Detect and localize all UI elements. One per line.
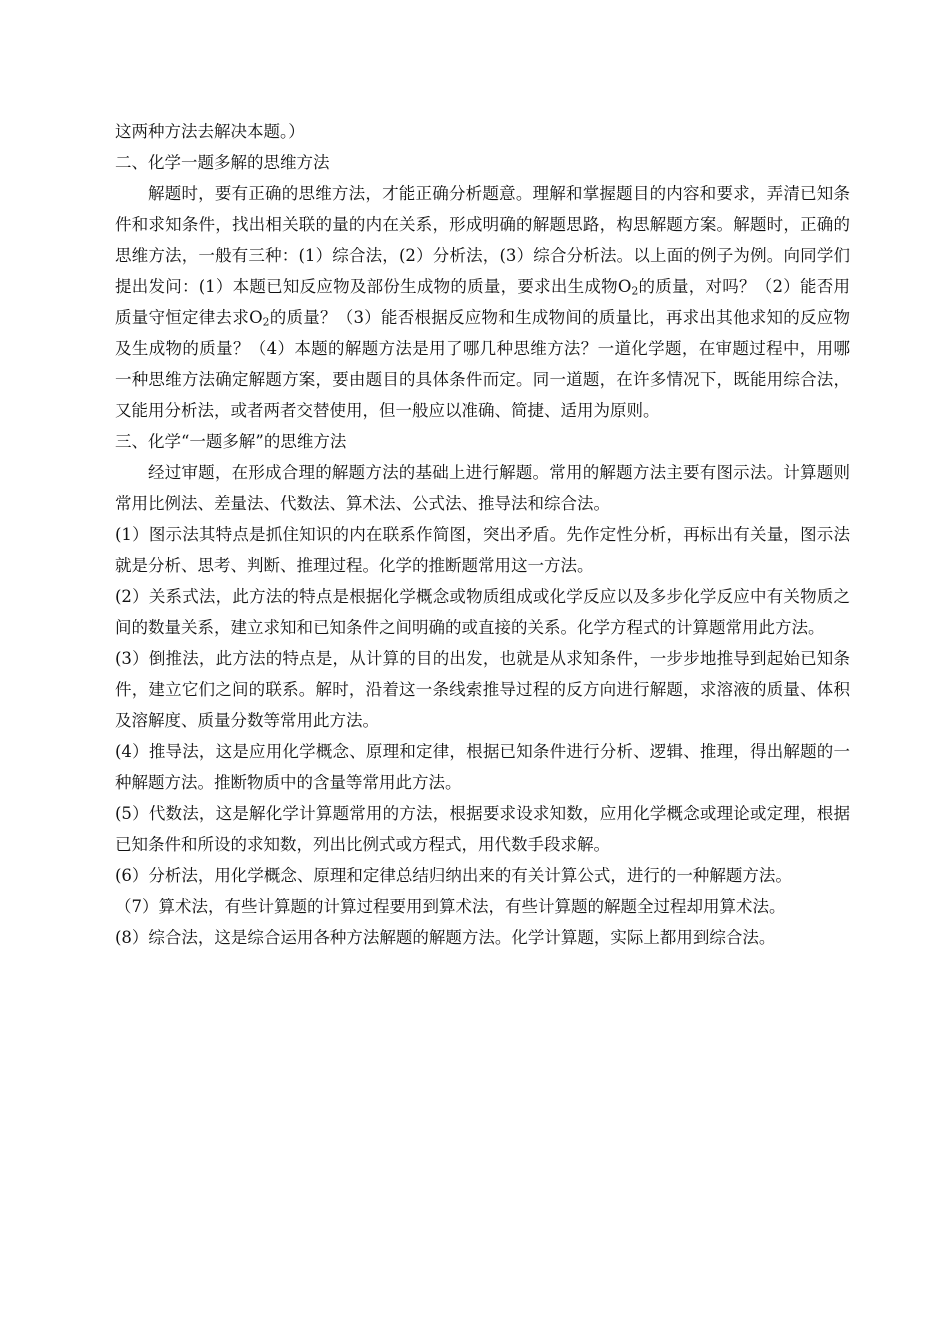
oxygen-subscript: 2 [262,315,270,329]
section-2-paragraph [115,178,850,426]
oxygen-symbol: O [249,308,263,327]
section-2-heading: 二、化学一题多解的思维方法 [115,153,330,172]
paragraph-text: 的质量？（3）能否根据反应物和生成物间的质量比，再求出其他求知的反应物及生成物的质量？（4）本题的解题方法是用了哪几种思维方法？一道化学题，在审题过程中，用哪一种思维方法确定解题方案，要由题目的具体条件而定。同一道题，在许多情况下，既能用综合法，又能用分析法，或者两者交替使用，但一般应以准确、简捷、适用为原则。 [115,308,851,420]
method-item-1: (1）图示法其特点是抓住知识的内在联系作简图，突出矛盾。先作定性分析，再标出有关量，图示法就是分析、思考、判断、推理过程。化学的推断题常用这一方法。 [115,525,850,575]
method-item-8: (8）综合法，这是综合运用各种方法解题的解题方法。化学计算题，实际上都用到综合法。 [115,928,776,947]
paragraph-text: 的质量，对吗？（2）能否用质量守恒定律去求 [115,277,850,327]
intro-line: 这两种方法去解决本题。） [115,122,305,141]
document-page [115,116,850,953]
method-item-5: (5）代数法，这是解化学计算题常用的方法，根据要求设求知数，应用化学概念或理论或定理，根据已知条件和所设的求知数，列出比例式或方程式，用代数手段求解。 [115,804,850,854]
method-item-6: (6）分析法，用化学概念、原理和定律总结归纳出来的有关计算公式，进行的一种解题方法。 [115,866,792,885]
method-item-2: (2）关系式法，此方法的特点是根据化学概念或物质组成或化学反应以及多步化学反应中有关物质之间的数量关系，建立求知和已知条件之间明确的或直接的关系。化学方程式的计算题常用此方法。 [115,587,850,637]
method-item-3: (3）倒推法，此方法的特点是，从计算的目的出发，也就是从求知条件，一步步地推导到起始已知条件，建立它们之间的联系。解时，沿着这一条线索推导过程的反方向进行解题，求溶液的质量、体积及溶解度、质量分数等常用此方法。 [115,649,850,730]
method-item-7: （7）算术法，有些计算题的计算过程要用到算术法，有些计算题的解题全过程却用算术法。 [115,897,786,916]
paragraph-text: 解题时，要有正确的思维方法，才能正确分析题意。理解和掌握题目的内容和要求，弄清已知条件和求知条件，找出相关联的量的内在关系，形成明确的解题思路，构思解题方案。解题时，正确的思维方法，一般有三种：(1）综合法，(2）分析法，(3）综合分析法。以上面的例子为例。向同学们提出发问：(1）本题已知反应物及部份生成物的质量，要求出生成物 [115,184,850,296]
section-3-intro: 经过审题，在形成合理的解题方法的基础上进行解题。常用的解题方法主要有图示法。计算题则常用比例法、差量法、代数法、算术法、公式法、推导法和综合法。 [115,463,850,513]
method-item-4: (4）推导法，这是应用化学概念、原理和定律，根据已知条件进行分析、逻辑、推理，得出解题的一种解题方法。推断物质中的含量等常用此方法。 [115,742,850,792]
section-3-heading: 三、化学“一题多解”的思维方法 [115,432,347,451]
oxygen-subscript: 2 [631,284,639,298]
oxygen-symbol: O [617,277,632,296]
